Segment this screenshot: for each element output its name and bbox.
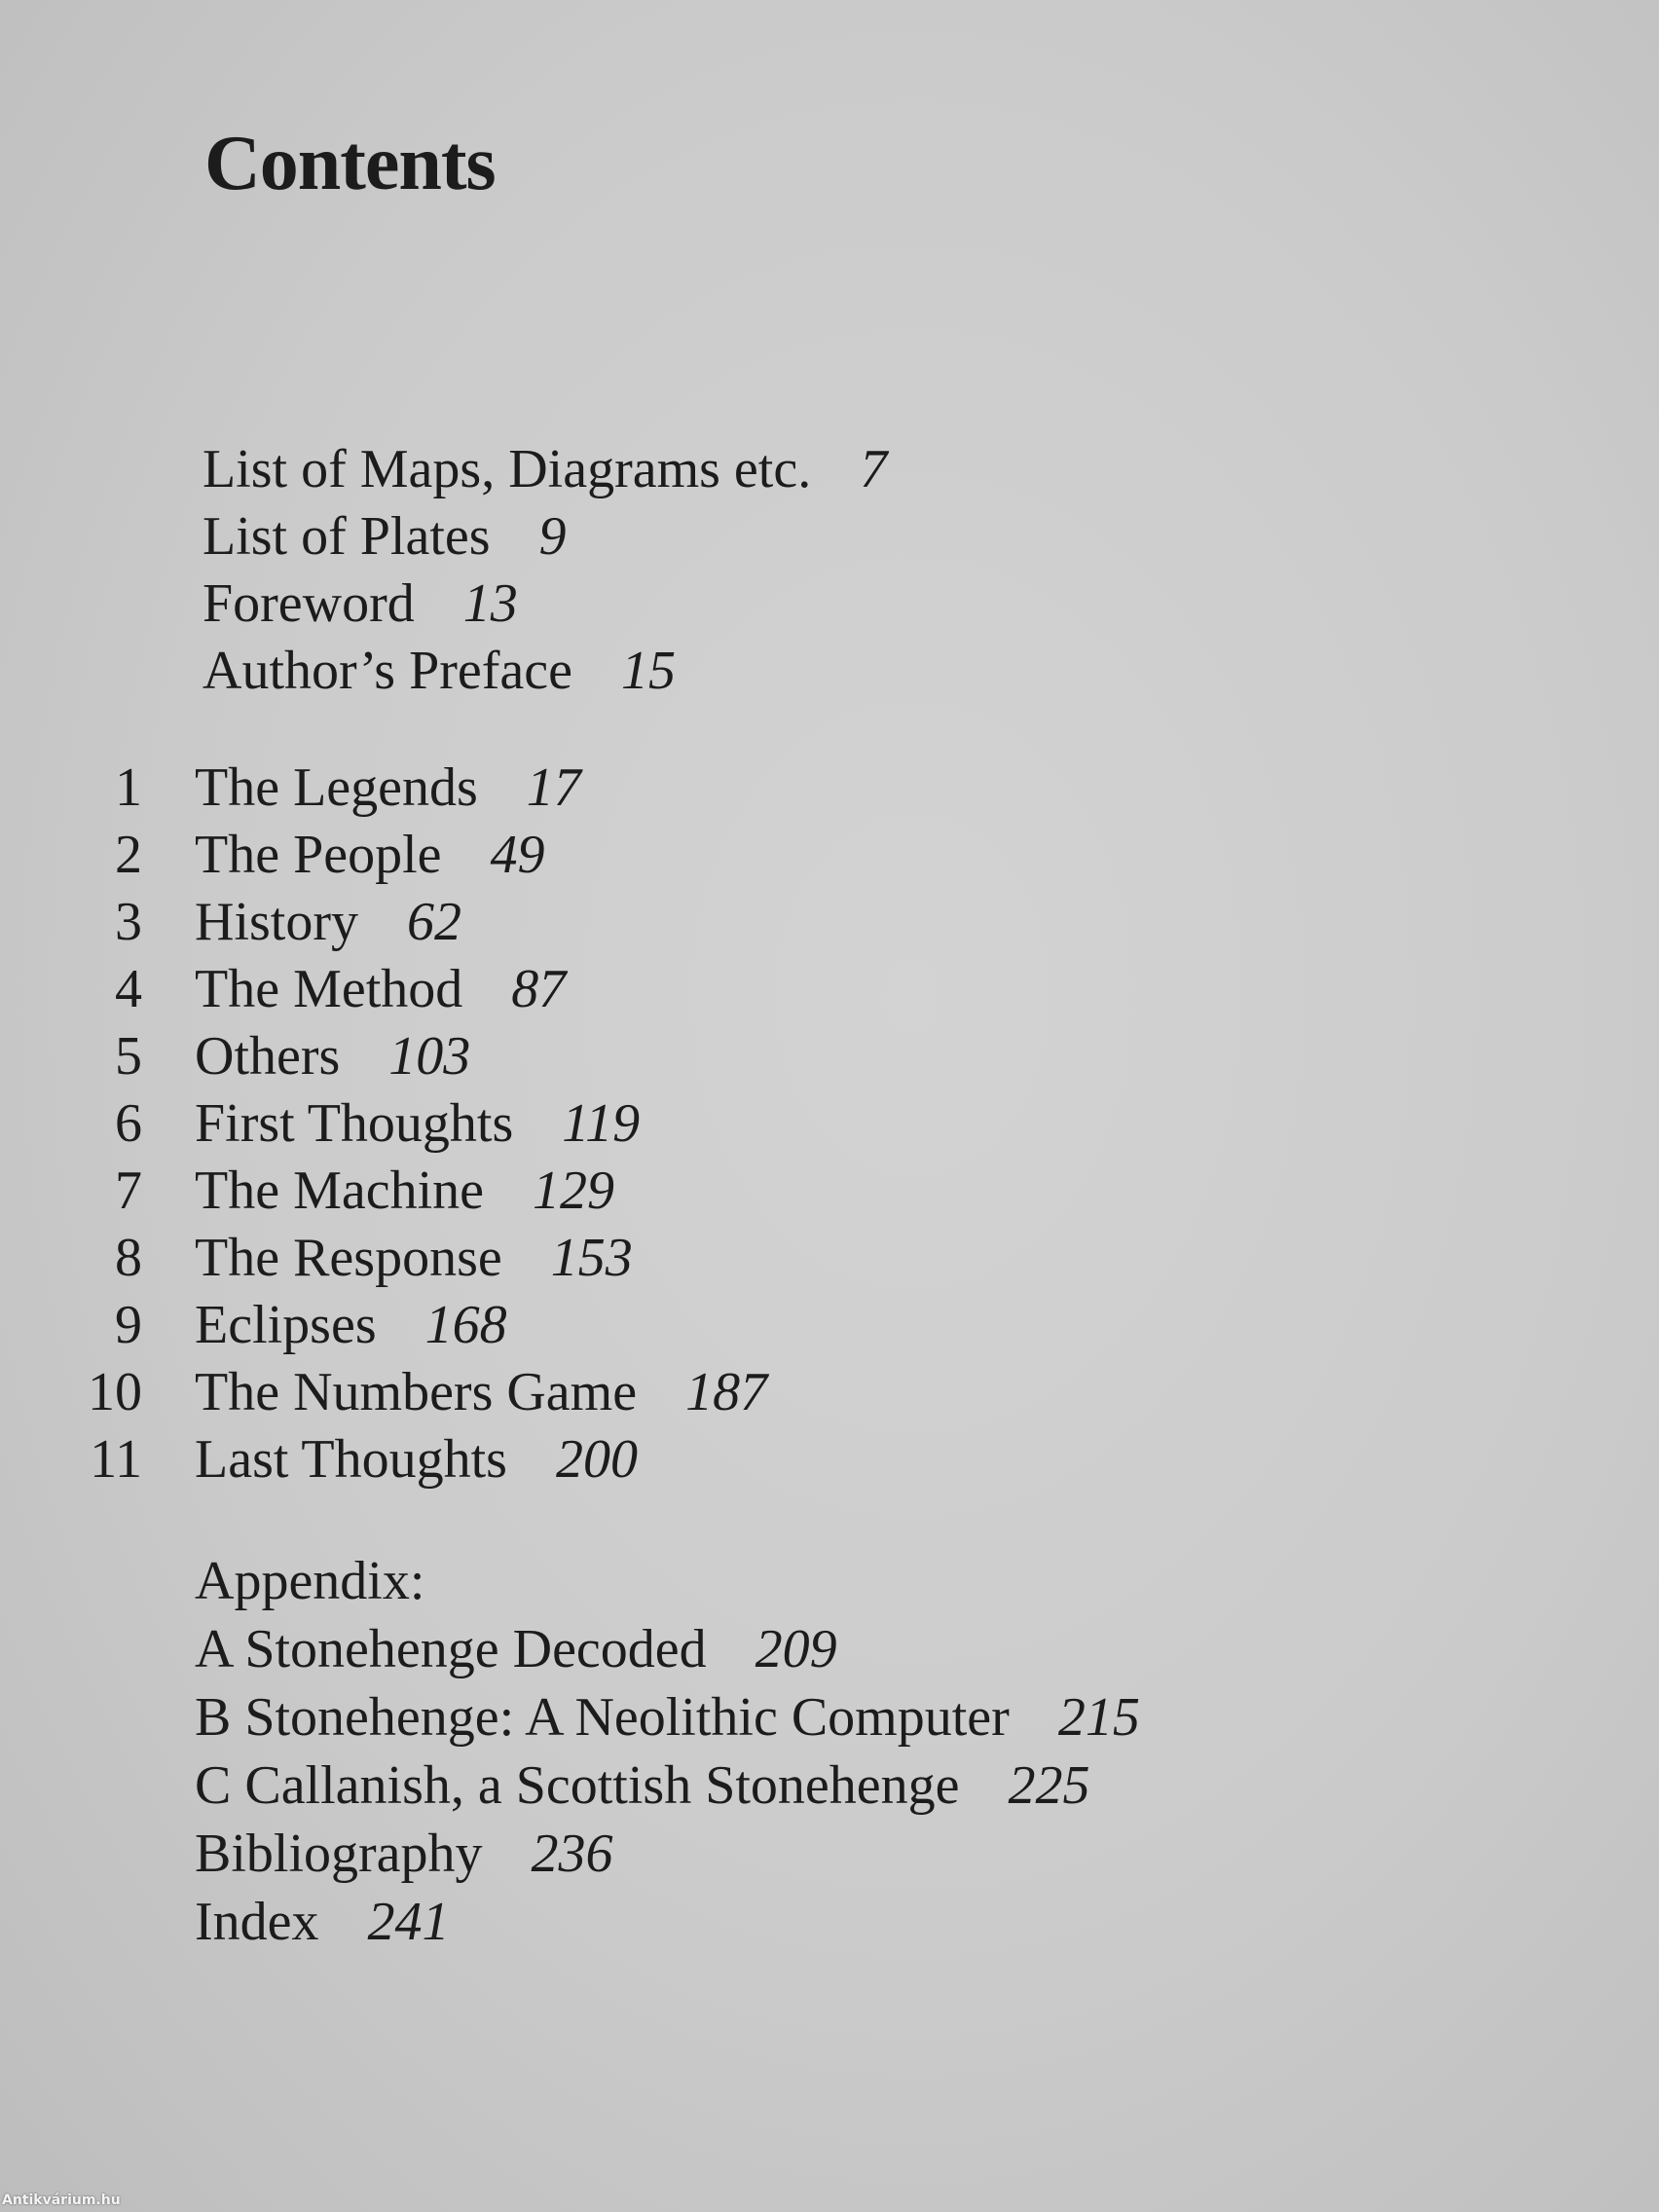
chapter-entry — [0, 889, 1659, 956]
chapter-label: History 62 — [195, 892, 461, 952]
toc-entry-label: Index 241 — [195, 1892, 450, 1952]
toc-page-number: 103 — [388, 1026, 471, 1087]
toc-page-number: 215 — [1057, 1687, 1140, 1748]
chapter-number: 3 — [115, 892, 142, 952]
toc-page-number: 225 — [1008, 1755, 1090, 1816]
toc-entry — [0, 503, 1659, 571]
chapter-label: The Machine 129 — [195, 1161, 614, 1221]
toc-page-number: 9 — [538, 506, 567, 567]
chapter-entry — [0, 755, 1659, 822]
toc-entry — [0, 1751, 1659, 1820]
toc-page-number: 153 — [550, 1228, 633, 1288]
toc-entry-label: C Callanish, a Scottish Stonehenge 225 — [195, 1755, 1090, 1816]
chapter-number: 9 — [115, 1295, 142, 1355]
watermark: Antikvárium.hu — [2, 2193, 121, 2208]
chapter-label: Last Thoughts 200 — [195, 1429, 638, 1490]
chapter-entry — [0, 1292, 1659, 1359]
chapter-entry — [0, 1090, 1659, 1158]
chapter-number: 7 — [115, 1161, 142, 1221]
chapter-number: 1 — [115, 757, 142, 818]
appendix-heading: Appendix: — [195, 1551, 425, 1611]
chapter-entry — [0, 1158, 1659, 1225]
toc-page-number: 15 — [620, 641, 676, 701]
toc-entry — [0, 1888, 1659, 1956]
toc-page-number: 209 — [755, 1619, 837, 1679]
toc-page-number: 187 — [685, 1362, 768, 1422]
chapter-list — [0, 755, 1659, 1493]
toc-page-number: 129 — [532, 1161, 614, 1221]
toc-entry-label: Foreword 13 — [203, 573, 518, 634]
toc-page-number: 168 — [424, 1295, 507, 1355]
chapter-entry — [0, 1023, 1659, 1090]
toc-entry — [0, 1820, 1659, 1888]
back-matter-list — [0, 1615, 1659, 1956]
chapter-label: The Method 87 — [195, 959, 567, 1019]
toc-entry — [0, 436, 1659, 503]
toc-page-number: 87 — [511, 959, 567, 1019]
toc-entry — [0, 1615, 1659, 1683]
chapter-entry — [0, 1225, 1659, 1292]
chapter-label: Others 103 — [195, 1026, 471, 1087]
chapter-entry — [0, 1426, 1659, 1493]
toc-entry-label: List of Maps, Diagrams etc. 7 — [203, 439, 888, 499]
chapter-number: 6 — [115, 1093, 142, 1154]
toc-page-number: 17 — [526, 757, 581, 818]
toc-entry-label: A Stonehenge Decoded 209 — [195, 1619, 837, 1679]
chapter-entry — [0, 1359, 1659, 1426]
toc-page-number: 13 — [462, 573, 518, 634]
chapter-label: The Legends 17 — [195, 757, 581, 818]
chapter-label: Eclipses 168 — [195, 1295, 507, 1355]
chapter-number: 10 — [88, 1362, 142, 1422]
chapter-number: 11 — [90, 1429, 142, 1490]
toc-page-number: 241 — [367, 1892, 450, 1952]
toc-entry-label: Bibliography 236 — [195, 1824, 613, 1884]
toc-entry — [0, 1683, 1659, 1751]
toc-page-number: 200 — [555, 1429, 638, 1490]
chapter-number: 2 — [115, 825, 142, 885]
toc-entry — [0, 571, 1659, 638]
chapter-entry — [0, 956, 1659, 1023]
chapter-label: The People 49 — [195, 825, 545, 885]
toc-entry-label: Author’s Preface 15 — [203, 641, 676, 701]
toc-entry-label: B Stonehenge: A Neolithic Computer 215 — [195, 1687, 1140, 1748]
toc-entry-label: List of Plates 9 — [203, 506, 567, 567]
toc-entry — [0, 638, 1659, 705]
chapter-entry — [0, 822, 1659, 889]
chapter-number: 5 — [115, 1026, 142, 1087]
toc-page-number: 236 — [531, 1824, 613, 1884]
chapter-label: First Thoughts 119 — [195, 1093, 641, 1154]
chapter-label: The Response 153 — [195, 1228, 633, 1288]
chapter-number: 8 — [115, 1228, 142, 1288]
toc-page-number: 49 — [490, 825, 545, 885]
chapter-label: The Numbers Game 187 — [195, 1362, 768, 1422]
front-matter-list — [0, 436, 1659, 705]
toc-page-number: 62 — [407, 892, 461, 952]
toc-page-number: 119 — [562, 1093, 641, 1154]
page-title: Contents — [204, 121, 496, 206]
chapter-number: 4 — [115, 959, 142, 1019]
toc-page-number: 7 — [860, 439, 888, 499]
